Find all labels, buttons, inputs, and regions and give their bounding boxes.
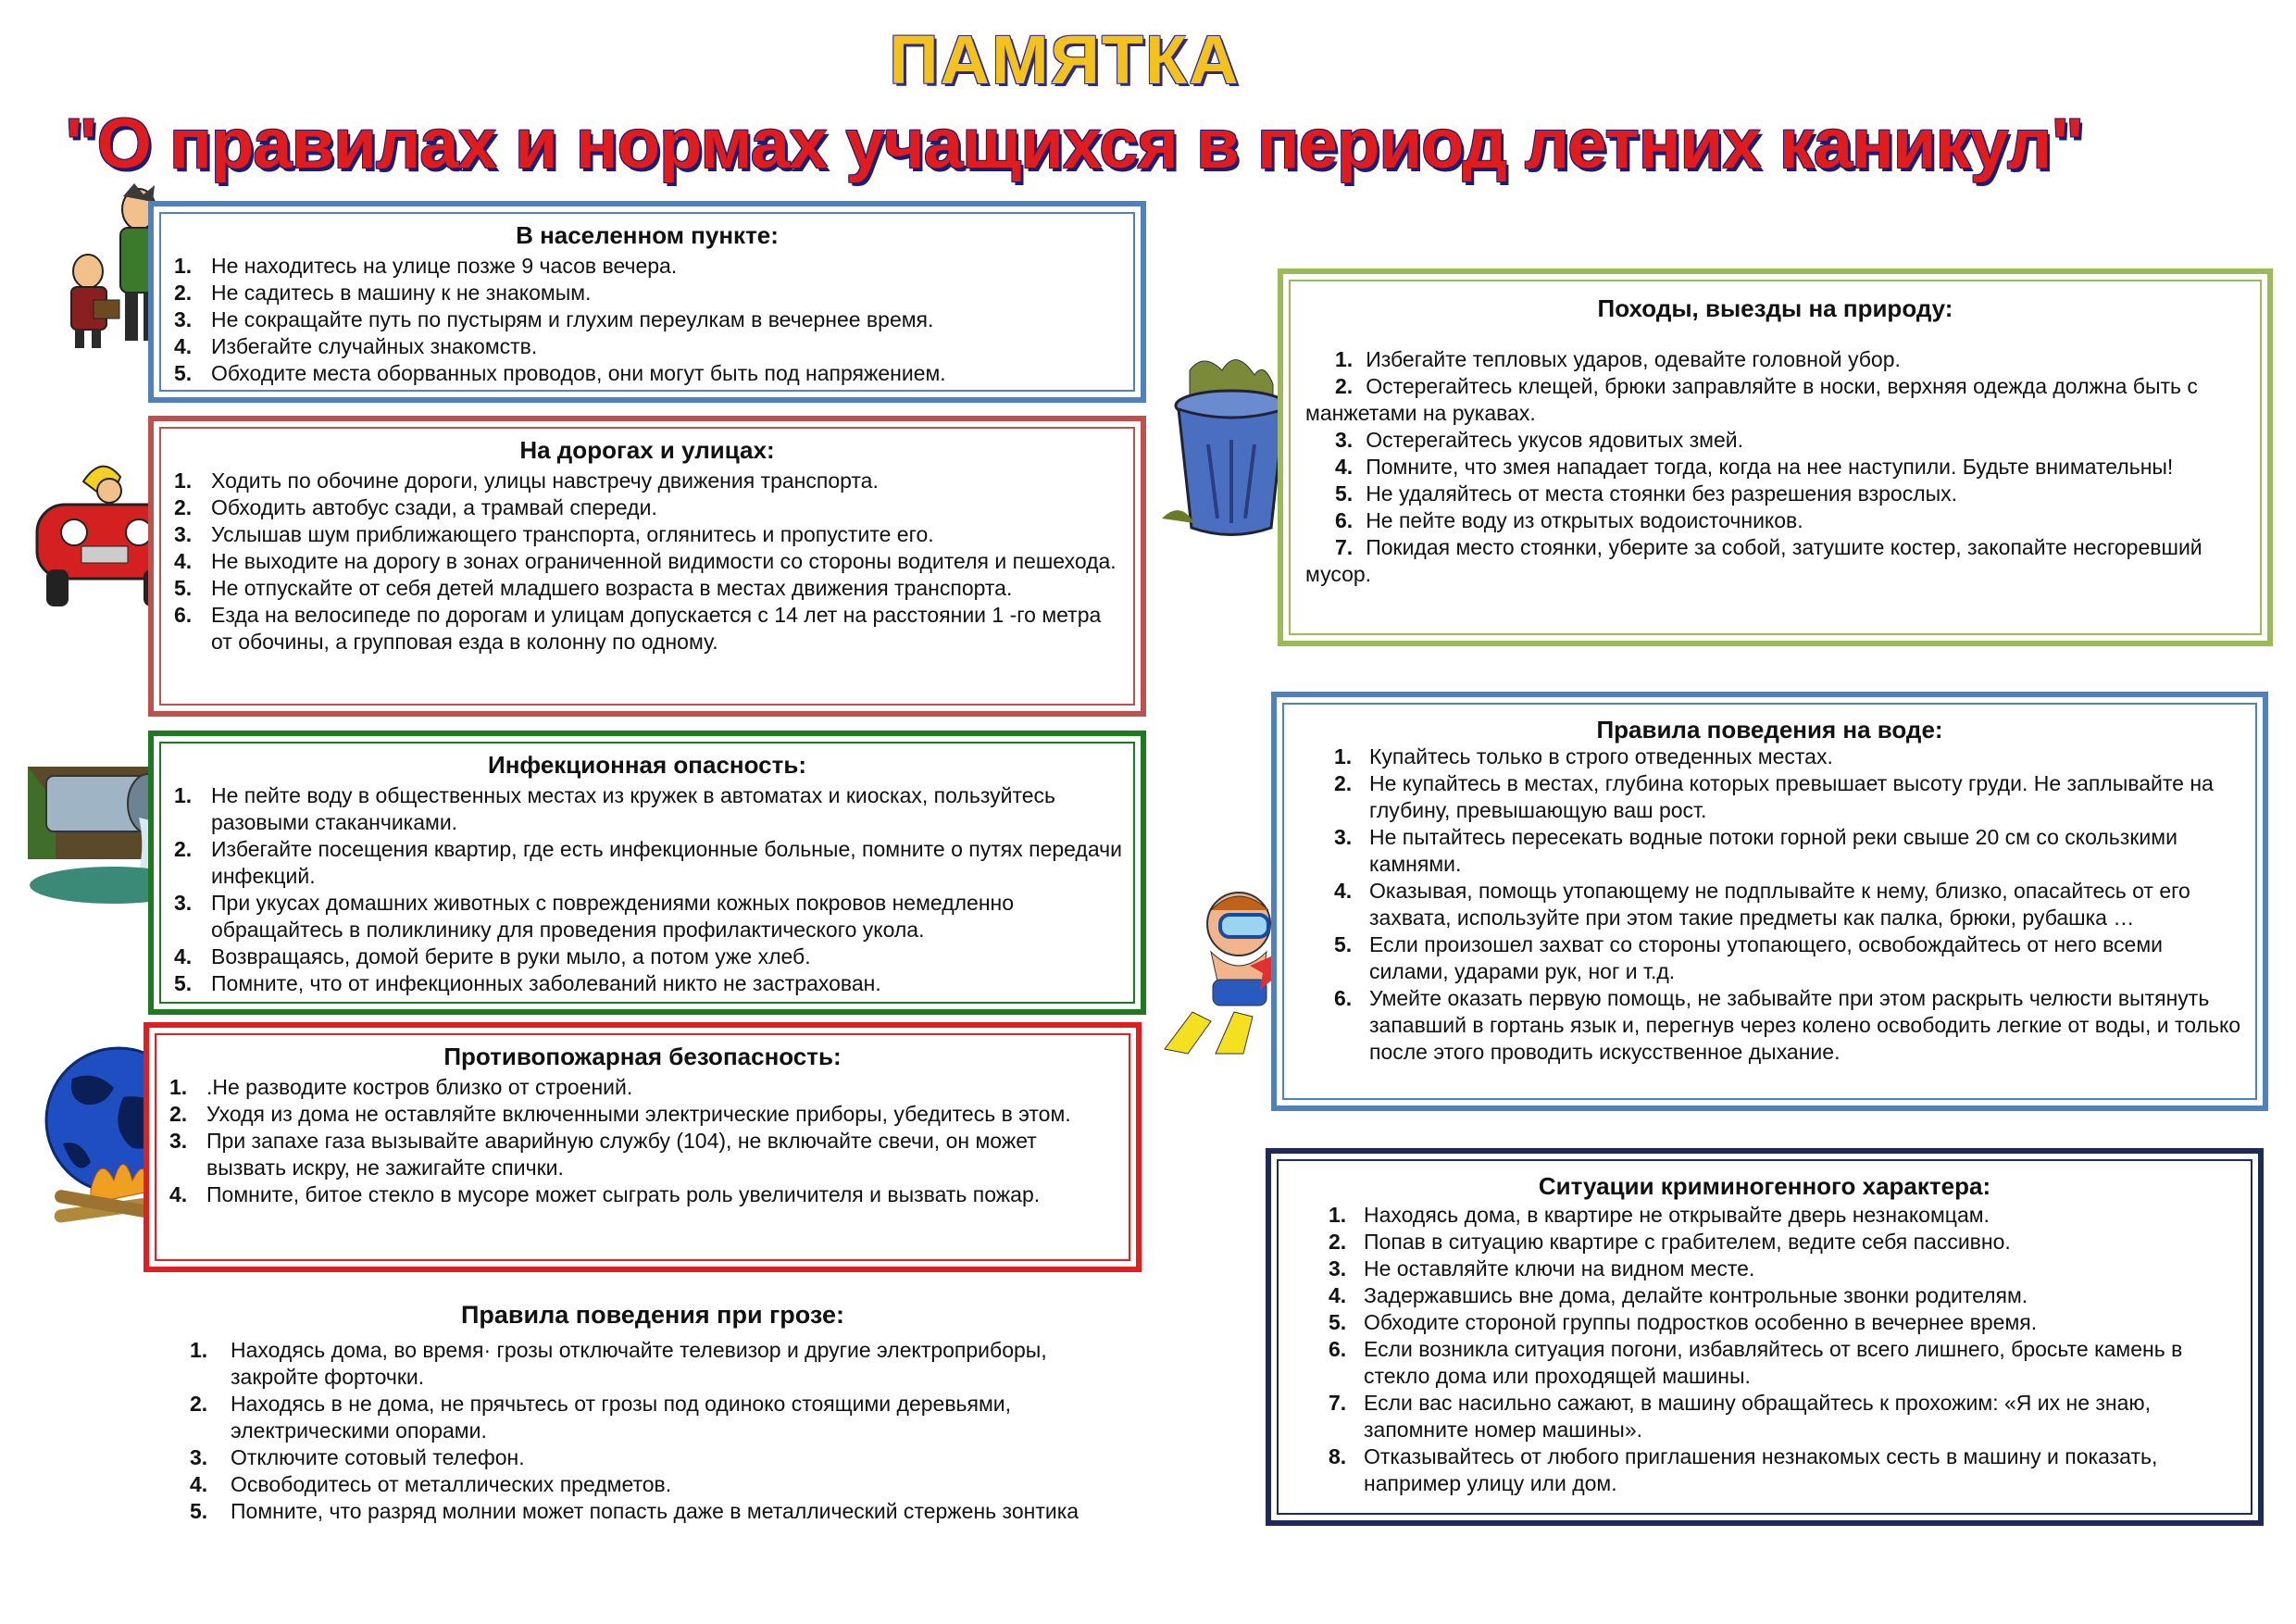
item-text: Не пытайтесь пересекать водные потоки горной реки свыше 20 см со скользкими камнями. <box>1369 825 2177 876</box>
list-item <box>1305 373 2249 427</box>
item-number: 5. <box>174 576 193 600</box>
item-number: 3. <box>169 1129 188 1153</box>
item-text: Уходя из дома не оставляйте включенными электрические приборы, убедитесь в этом. <box>206 1102 1071 1126</box>
list-item <box>174 468 1124 494</box>
item-text: Оказывая, помощь утопающему не подплывайте к нему, близко, опасайтесь от его захвата, используйте при этом такие предметы как палка, брюки, рубашка … <box>1369 879 2190 930</box>
list-item <box>190 1444 1116 1471</box>
item-number: 4. <box>1335 455 1354 479</box>
list-item <box>1334 770 2244 824</box>
list-item <box>174 333 1122 360</box>
item-number: 8. <box>1329 1444 1347 1468</box>
item-text: Если вас насильно сажают, в машину обращайтесь к прохожим: «Я их не знаю, запомните номер машины». <box>1364 1391 2152 1442</box>
section-list <box>1329 1202 2241 1497</box>
item-text: Не купайтесь в местах, глубина которых превышает высоту груди. Не заплывайте на глубину, превышающую ваш рост. <box>1369 771 2214 822</box>
list-item <box>174 253 1122 280</box>
item-text: Помните, что разряд молнии может попасть даже в металлический стержень зонтика <box>231 1499 1079 1523</box>
item-text: Избегайте случайных знакомств. <box>211 334 538 358</box>
section-crime <box>1266 1148 2264 1526</box>
item-text: Обходите места оборванных проводов, они могут быть под напряжением. <box>211 361 946 385</box>
list-item <box>174 943 1124 970</box>
section-title: Противопожарная безопасность: <box>443 1043 842 1070</box>
section-list <box>1334 743 2244 1066</box>
item-text: Не садитесь в машину к не знакомым. <box>211 281 592 305</box>
item-text: Не выходите на дорогу в зонах ограниченной видимости со стороны водителя и пешехода. <box>211 549 1117 573</box>
list-item <box>1305 507 2249 534</box>
list-item <box>174 280 1122 306</box>
item-number: 2. <box>1335 374 1354 398</box>
list-item <box>174 575 1124 602</box>
item-text: Задержавшись вне дома, делайте контрольные звонки родителям. <box>1364 1283 2028 1307</box>
item-number: 5. <box>174 361 193 385</box>
list-item <box>190 1498 1116 1525</box>
section-title: Правила поведения на воде: <box>1596 716 1943 743</box>
section-infection <box>148 731 1146 1015</box>
item-number: 4. <box>174 549 193 573</box>
item-text: Не находитесь на улице позже 9 часов вечера. <box>211 254 678 278</box>
item-number: 1. <box>174 468 193 493</box>
list-item <box>190 1391 1116 1444</box>
item-text: Умейте оказать первую помощь, не забывайте при этом раскрыть челюсти вытянуть запавший в гортань язык и, перегнув через колено освободить легкие от воды, и только после этого проводить искусственное дыхание. <box>1369 986 2241 1064</box>
list-item <box>190 1337 1116 1391</box>
section-storm <box>190 1301 1116 1525</box>
item-number: 5. <box>1329 1310 1347 1334</box>
item-number: 5. <box>1334 932 1353 956</box>
section-list <box>174 782 1124 997</box>
item-number: 3. <box>174 307 193 331</box>
item-text: Помните, что от инфекционных заболеваний никто не застрахован. <box>211 971 881 995</box>
list-item <box>1334 878 2244 931</box>
section-title: Правила поведения при грозе: <box>460 1301 844 1329</box>
item-number: 4. <box>190 1472 208 1496</box>
list-item <box>1329 1255 2241 1282</box>
item-number: 7. <box>1329 1391 1347 1415</box>
list-item <box>174 548 1124 575</box>
item-text: .Не разводите костров близко от строений. <box>206 1075 633 1099</box>
list-item <box>1334 743 2244 770</box>
item-number: 3. <box>1334 825 1353 849</box>
item-number: 4. <box>1334 879 1353 903</box>
item-text: Помните, битое стекло в мусоре может сыграть роль увеличителя и вызвать пожар. <box>206 1182 1041 1206</box>
item-number: 1. <box>190 1338 208 1362</box>
item-text: Не пейте воду в общественных местах из кружек в автоматах и киосках, пользуйтесь разовыми стаканчиками. <box>211 783 1056 834</box>
list-item <box>1305 534 2249 588</box>
item-number: 4. <box>174 944 193 968</box>
list-item <box>190 1471 1116 1498</box>
section-list <box>174 253 1122 387</box>
item-number: 5. <box>190 1499 208 1523</box>
item-text: Покидая место стоянки, уберите за собой, затушите костер, закопайте несгоревший мусор. <box>1305 535 2202 586</box>
list-item <box>1334 824 2244 878</box>
list-item <box>174 521 1124 548</box>
item-number: 3. <box>174 522 193 546</box>
section-hiking <box>1278 269 2273 646</box>
item-text: Находясь дома, во время· грозы отключайте телевизор и другие электроприборы, закройте форточки. <box>231 1338 1047 1389</box>
item-number: 5. <box>174 971 193 995</box>
item-number: 1. <box>169 1075 188 1099</box>
list-item <box>1329 1336 2241 1390</box>
item-text: Не сокращайте путь по пустырям и глухим переулкам в вечернее время. <box>211 307 934 331</box>
item-text: Находясь дома, в квартире не открывайте дверь незнакомцам. <box>1364 1203 1990 1227</box>
item-text: Избегайте тепловых ударов, одевайте головной убор. <box>1366 347 1901 371</box>
item-text: Не оставляйте ключи на видном месте. <box>1364 1256 1755 1280</box>
list-item <box>174 494 1124 521</box>
list-item <box>1305 454 2249 481</box>
item-number: 2. <box>1334 771 1353 795</box>
list-item <box>174 890 1124 943</box>
item-text: Езда на велосипеде по дорогам и улицам допускается с 14 лет на расстоянии 1 -го метра от обочины, а групповая езда в колонну по одному. <box>211 603 1102 654</box>
item-number: 2. <box>174 281 193 305</box>
item-number: 4. <box>169 1182 188 1206</box>
section-city <box>148 201 1146 403</box>
list-item <box>1305 481 2249 507</box>
section-list <box>1305 346 2249 588</box>
item-text: Отключите сотовый телефон. <box>231 1445 525 1469</box>
section-fire <box>144 1022 1142 1272</box>
page-subtitle: "О правилах и нормах учащихся в период летних каникул" <box>64 105 2084 183</box>
item-number: 6. <box>174 603 193 627</box>
item-number: 5. <box>1335 481 1354 506</box>
item-number: 3. <box>1329 1256 1347 1280</box>
item-number: 6. <box>1334 986 1353 1010</box>
item-text: Ходить по обочине дороги, улицы навстречу движения транспорта. <box>211 468 879 493</box>
list-item <box>1329 1309 2241 1336</box>
section-list <box>190 1337 1116 1525</box>
item-text: Отказывайтесь от любого приглашения незнакомых сесть в машину и показать, например улицу или дом. <box>1364 1444 2158 1495</box>
item-text: Если произошел захват со стороны утопающего, освобождайтесь от него всеми силами, ударами рук, ног и т.д. <box>1369 932 2164 983</box>
item-text: Услышав шум приближающего транспорта, оглянитесь и пропустите его. <box>211 522 934 546</box>
list-item <box>174 836 1124 890</box>
list-item <box>1305 346 2249 373</box>
item-number: 3. <box>1335 428 1354 452</box>
item-number: 2. <box>1329 1230 1347 1254</box>
page-title: ПАМЯТКА <box>889 21 1241 98</box>
item-number: 3. <box>190 1445 208 1469</box>
item-number: 2. <box>169 1102 188 1126</box>
list-item <box>174 970 1124 997</box>
item-text: Избегайте посещения квартир, где есть инфекционные больные, помните о путях передачи инфекций. <box>211 837 1122 888</box>
item-text: Остерегайтесь укусов ядовитых змей. <box>1366 428 1743 452</box>
list-item <box>169 1128 1119 1181</box>
list-item <box>1334 985 2244 1066</box>
item-number: 4. <box>174 334 193 358</box>
section-list <box>169 1074 1119 1208</box>
item-number: 6. <box>1329 1337 1347 1361</box>
item-number: 4. <box>1329 1283 1347 1307</box>
item-number: 7. <box>1335 535 1354 559</box>
item-text: Попав в ситуацию квартире с грабителем, ведите себя пассивно. <box>1364 1230 2011 1254</box>
list-item <box>174 306 1122 333</box>
item-number: 1. <box>1334 744 1353 768</box>
list-item <box>1334 931 2244 985</box>
item-text: Не отпускайте от себя детей младшего возраста в местах движения транспорта. <box>211 576 1013 600</box>
list-item <box>174 602 1124 656</box>
section-title: В населенном пункте: <box>516 221 779 249</box>
item-text: Остерегайтесь клещей, брюки заправляйте в носки, верхняя одежда должна быть с манжетами на рукавах. <box>1305 374 2198 425</box>
list-item <box>1329 1229 2241 1255</box>
item-number: 2. <box>174 837 193 861</box>
item-number: 3. <box>174 891 193 915</box>
section-title: Инфекционная опасность: <box>488 751 806 779</box>
item-text: При запахе газа вызывайте аварийную службу (104), не включайте свечи, он может вызвать искру, не зажигайте спички. <box>206 1129 1037 1180</box>
item-text: Освободитесь от металлических предметов. <box>231 1472 672 1496</box>
item-number: 6. <box>1335 508 1354 532</box>
list-item <box>1329 1443 2241 1497</box>
item-text: Если возникла ситуация погони, избавляйтесь от всего лишнего, бросьте камень в стекло дома или проходящей машины. <box>1364 1337 2183 1388</box>
item-text: Обходить автобус сзади, а трамвай спереди. <box>211 495 657 519</box>
item-text: При укусах домашних животных с повреждениями кожных покровов немедленно обращайтесь в поликлинику для проведения профилактического укола. <box>211 891 1015 942</box>
section-roads <box>148 416 1146 717</box>
item-text: Не пейте воду из открытых водоисточников. <box>1366 508 1803 532</box>
list-item <box>169 1074 1119 1101</box>
item-text: Возвращаясь, домой берите в руки мыло, а потом уже хлеб. <box>211 944 811 968</box>
item-text: Помните, что змея нападает тогда, когда на нее наступили. Будьте внимательны! <box>1366 455 2174 479</box>
item-number: 1. <box>1335 347 1354 371</box>
item-number: 2. <box>174 495 193 519</box>
section-water <box>1271 692 2268 1111</box>
section-list <box>174 468 1124 656</box>
list-item <box>1329 1390 2241 1443</box>
list-item <box>1329 1282 2241 1309</box>
section-title: На дорогах и улицах: <box>519 436 775 464</box>
item-number: 1. <box>1329 1203 1347 1227</box>
list-item <box>169 1181 1119 1208</box>
item-number: 1. <box>174 254 193 278</box>
section-title: Ситуации криминогенного характера: <box>1538 1172 1991 1200</box>
item-text: Купайтесь только в строго отведенных местах. <box>1369 744 1833 768</box>
list-item <box>174 360 1122 387</box>
list-item <box>1329 1202 2241 1229</box>
item-number: 2. <box>190 1392 208 1416</box>
list-item <box>169 1101 1119 1128</box>
list-item <box>174 782 1124 836</box>
item-number: 1. <box>174 783 193 807</box>
item-text: Обходите стороной группы подростков особенно в вечернее время. <box>1364 1310 2038 1334</box>
item-text: Находясь в не дома, не прячьтесь от грозы под одиноко стоящими деревьями, электрическими опорами. <box>231 1392 1012 1443</box>
list-item <box>1305 427 2249 454</box>
section-title: Походы, выезды на природу: <box>1597 294 1953 322</box>
item-text: Не удаляйтесь от места стоянки без разрешения взрослых. <box>1366 481 1958 506</box>
